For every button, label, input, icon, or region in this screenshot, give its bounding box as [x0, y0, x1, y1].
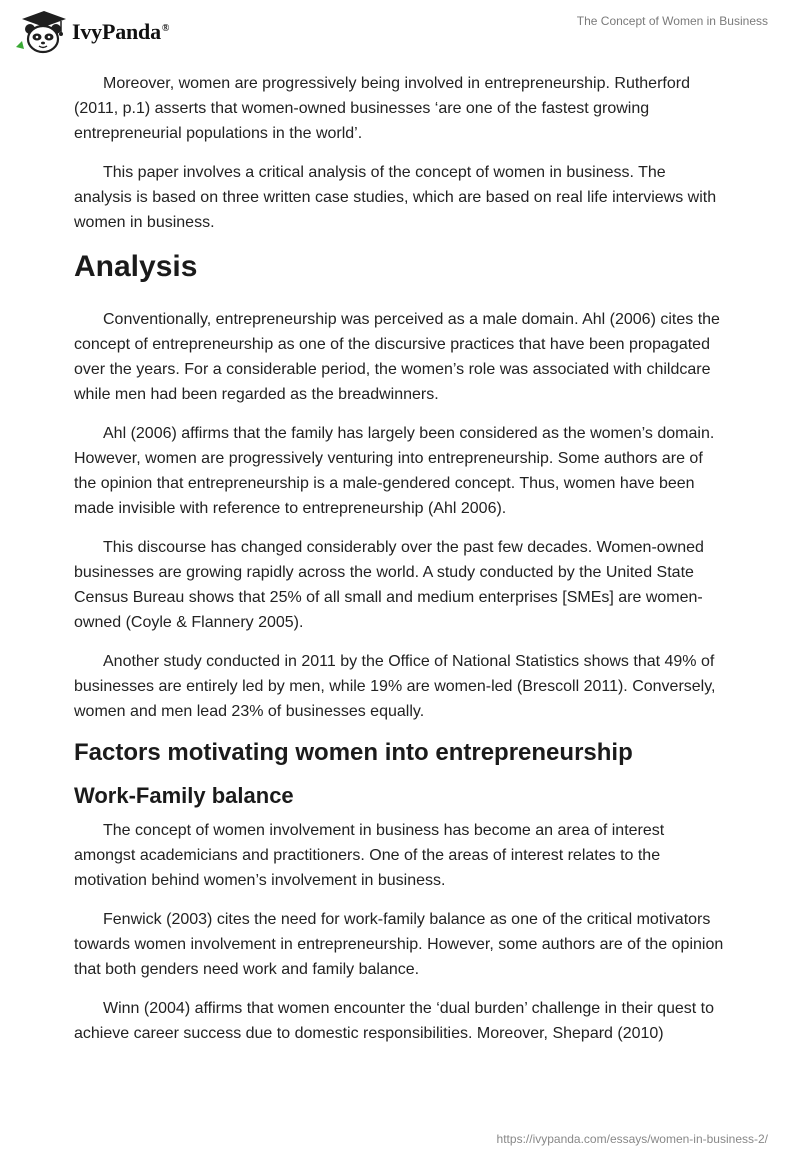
essay-content	[74, 71, 726, 1060]
section-heading-analysis: Analysis	[74, 250, 198, 283]
paragraph: This paper involves a critical analysis of the concept of women in business. The analysis is based on three written case studies, which are based on real life interviews with women in business.	[74, 164, 717, 231]
subsection-heading-work-family: Work-Family balance	[74, 783, 294, 808]
paragraph: Another study conducted in 2011 by the Office of National Statistics shows that 49% of businesses are entirely led by men, while 19% are women-led (Brescoll 2011). Conversely, women and men lead 23% of businesses equally.	[74, 653, 716, 720]
source-url[interactable]: https://ivypanda.com/essays/women-in-business-2/	[496, 1132, 768, 1146]
registered-mark: ®	[161, 22, 170, 34]
paragraph: Winn (2004) affirms that women encounter the ‘dual burden’ challenge in their quest to achieve career success due to domestic responsibilities. Moreover, Shepard (2010)	[74, 1000, 715, 1042]
paragraph: Ahl (2006) affirms that the family has largely been considered as the women’s domain. However, women are progressively venturing into entrepreneurship. Some authors are of the opinion that entrepreneurship is a male-gendered concept. Thus, women have been made invisible with reference to entrepreneurship (Ahl 2006).	[74, 425, 715, 517]
paragraph: This discourse has changed considerably over the past few decades. Women-owned businesses are growing rapidly across the world. A study conducted by the United State Census Bureau shows that 25% of all small and medium enterprises [SMEs] are women-owned (Coyle & Flannery 2005).	[74, 539, 704, 631]
paragraph: Moreover, women are progressively being involved in entrepreneurship. Rutherford (2011, p.1) asserts that women-owned businesses ‘are one of the fastest growing entrepreneurial populations in the world’.	[74, 75, 690, 142]
paragraph: Conventionally, entrepreneurship was perceived as a male domain. Ahl (2006) cites the concept of entrepreneurship as one of the discursive practices that have been propagated over the years. For a considerable period, the women’s role was associated with childcare while men had been regarded as the breadwinners.	[74, 311, 720, 403]
brand-name: IvyPanda®	[72, 19, 170, 44]
brand-logo[interactable]	[14, 10, 169, 54]
panda-graduate-icon	[14, 9, 70, 55]
section-heading-factors: Factors motivating women into entrepreneurship	[74, 739, 633, 766]
paragraph: The concept of women involvement in business has become an area of interest amongst academicians and practitioners. One of the areas of interest relates to the motivation behind women’s involvement in business.	[74, 822, 665, 889]
running-title: The Concept of Women in Business	[576, 14, 768, 28]
paragraph: Fenwick (2003) cites the need for work-family balance as one of the critical motivators towards women involvement in entrepreneurship. However, some authors are of the opinion that both genders need work and family balance.	[74, 911, 724, 978]
